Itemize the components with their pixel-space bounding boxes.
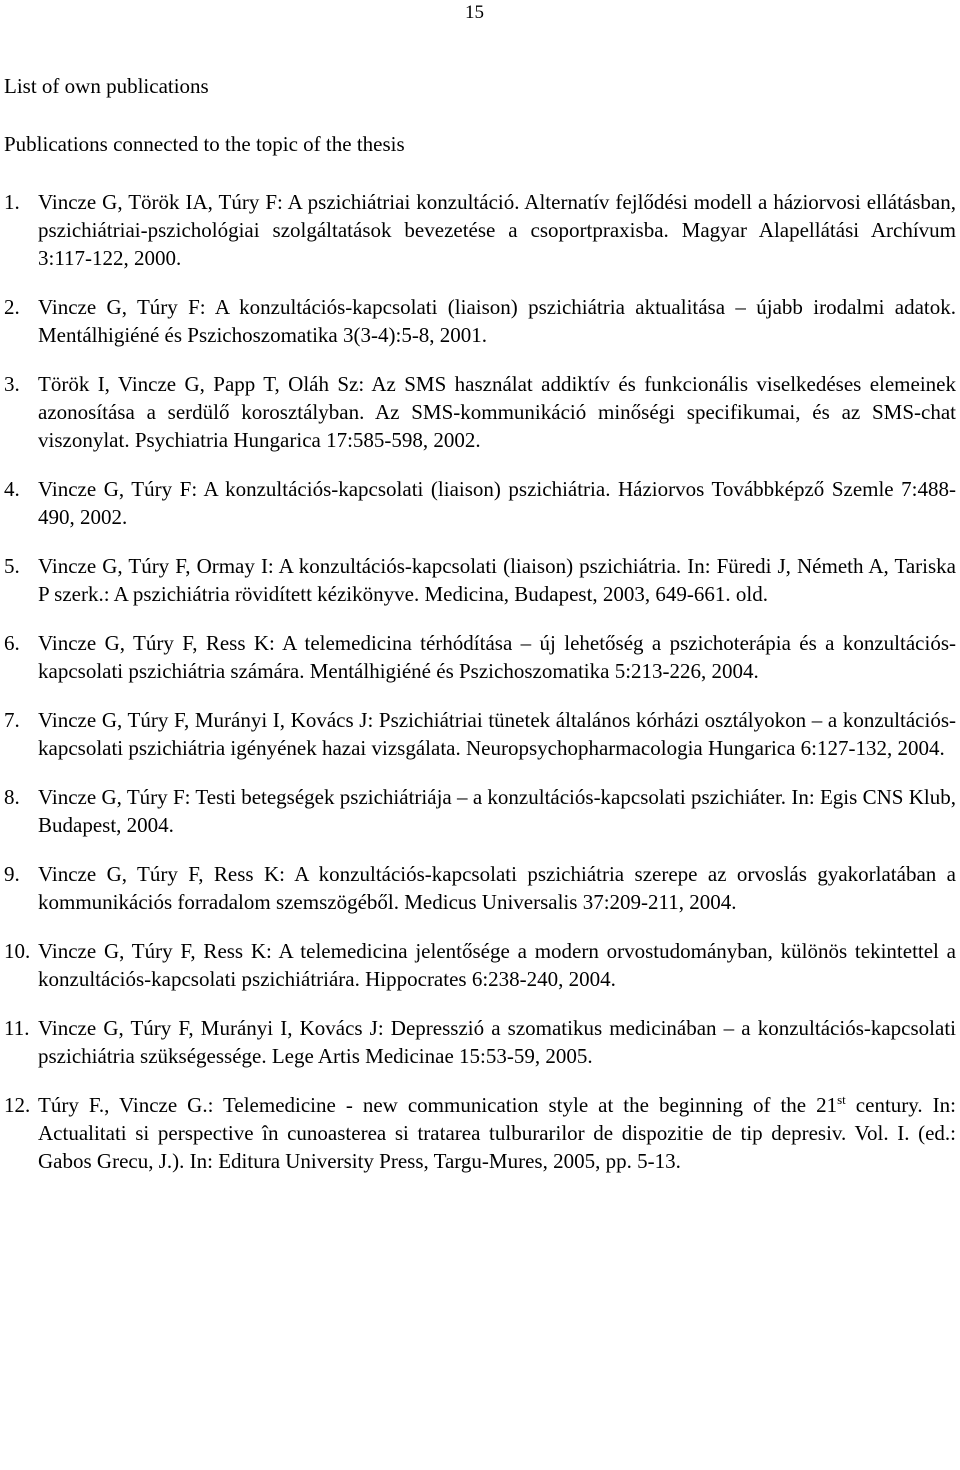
publication-item xyxy=(0,706,956,762)
publication-item xyxy=(0,552,956,608)
page-number: 15 xyxy=(465,2,484,23)
publication-text: Török I, Vincze G, Papp T, Oláh Sz: Az SMS használat addiktív és funkcionális viselkedéses elemeinek azonosítása a serdülő korosztályban. Az SMS-kommunikáció minőségi specifikumai, és az SMS-chat viszonylat. Psychiatria Hungarica 17:585-598, 2002. xyxy=(38,372,956,452)
publication-text: Vincze G, Túry F: A konzultációs-kapcsolati (liaison) pszichiátria. Háziorvos Továbbképző Szemle 7:488-490, 2002. xyxy=(38,477,956,529)
publication-number: 4. xyxy=(4,477,20,501)
publication-item xyxy=(0,783,956,839)
publication-number: 3. xyxy=(4,372,20,396)
publication-item xyxy=(0,188,956,272)
publication-item xyxy=(0,937,956,993)
publication-text: Vincze G, Túry F, Ress K: A telemedicina térhódítása – új lehetőség a pszichoterápia és a konzultációs-kapcsolati pszichiátria számára. Mentálhigiéné és Pszichoszomatika 5:213-226, 2004. xyxy=(38,631,956,683)
publication-text-start: Túry F., Vincze G.: Telemedicine - new communication style at the beginning of the 21 xyxy=(38,1093,838,1117)
publication-item xyxy=(0,293,956,349)
publication-text xyxy=(38,1091,956,1175)
publication-list xyxy=(0,188,956,1196)
publication-text: Vincze G, Török IA, Túry F: A pszichiátriai konzultáció. Alternatív fejlődési modell a háziorvosi ellátásban, pszichiátriai-pszichológiai szolgáltatások bevezetése a csoportpraxisba. Magyar Alapellátási Archívum 3:117-122, 2000. xyxy=(38,190,956,270)
publication-text: Vincze G, Túry F, Ress K: A telemedicina jelentősége a modern orvostudományban, különös tekintettel a konzultációs-kapcsolati pszichiátriára. Hippocrates 6:238-240, 2004. xyxy=(38,939,956,991)
publication-number: 9. xyxy=(4,862,20,886)
publication-number: 12. xyxy=(4,1093,31,1117)
publication-text: Vincze G, Túry F: Testi betegségek pszichiátriája – a konzultációs-kapcsolati pszichiáter. In: Egis CNS Klub, Budapest, 2004. xyxy=(38,785,956,837)
publication-item xyxy=(0,1091,956,1175)
publication-number: 10. xyxy=(4,939,31,963)
publication-item xyxy=(0,629,956,685)
publication-text: Vincze G, Túry F, Ormay I: A konzultációs-kapcsolati (liaison) pszichiátria. In: Füredi J, Németh A, Tariska P szerk.: A pszichiátria rövidített kézikönyve. Medicina, Budapest, 2003, 649-661. old. xyxy=(38,554,956,606)
publication-item xyxy=(0,1014,956,1070)
publication-text: Vincze G, Túry F, Murányi I, Kovács J: Pszichiátriai tünetek általános kórházi osztályokon – a konzultációs-kapcsolati pszichiátria igényének hazai vizsgálata. Neuropsychopharmacologia Hungarica 6:127-132, 2004. xyxy=(38,708,956,760)
publication-item xyxy=(0,475,956,531)
publication-number: 7. xyxy=(4,708,20,732)
publication-text: Vincze G, Túry F, Murányi I, Kovács J: Depresszió a szomatikus medicinában – a konzultációs-kapcsolati pszichiátria szükségessége. Lege Artis Medicinae 15:53-59, 2005. xyxy=(38,1016,956,1068)
ordinal-superscript: st xyxy=(837,1092,846,1107)
publication-text-end: century. In: Actualitati si perspective în cunoasterea si tratarea tulburarilor de dispozitie de tip depresiv. Vol. I. (ed.: Gabos Grecu, J.). In: Editura University Press, Targu-Mures, 2005, pp. 5-13. xyxy=(38,1093,956,1173)
publication-item xyxy=(0,860,956,916)
publication-number: 2. xyxy=(4,295,20,319)
publication-text: Vincze G, Túry F, Ress K: A konzultációs-kapcsolati pszichiátria szerepe az orvoslás gyakorlatában a kommunikációs forradalom szemszögéből. Medicus Universalis 37:209-211, 2004. xyxy=(38,862,956,914)
section-title: Publications connected to the topic of the thesis xyxy=(4,132,405,156)
list-title: List of own publications xyxy=(4,74,209,98)
publication-text: Vincze G, Túry F: A konzultációs-kapcsolati (liaison) pszichiátria aktualitása – újabb irodalmi adatok. Mentálhigiéné és Pszichoszomatika 3(3-4):5-8, 2001. xyxy=(38,295,956,347)
publication-number: 8. xyxy=(4,785,20,809)
publication-item xyxy=(0,370,956,454)
publication-number: 1. xyxy=(4,190,20,214)
publication-number: 11. xyxy=(4,1016,30,1040)
publication-number: 6. xyxy=(4,631,20,655)
publication-number: 5. xyxy=(4,554,20,578)
